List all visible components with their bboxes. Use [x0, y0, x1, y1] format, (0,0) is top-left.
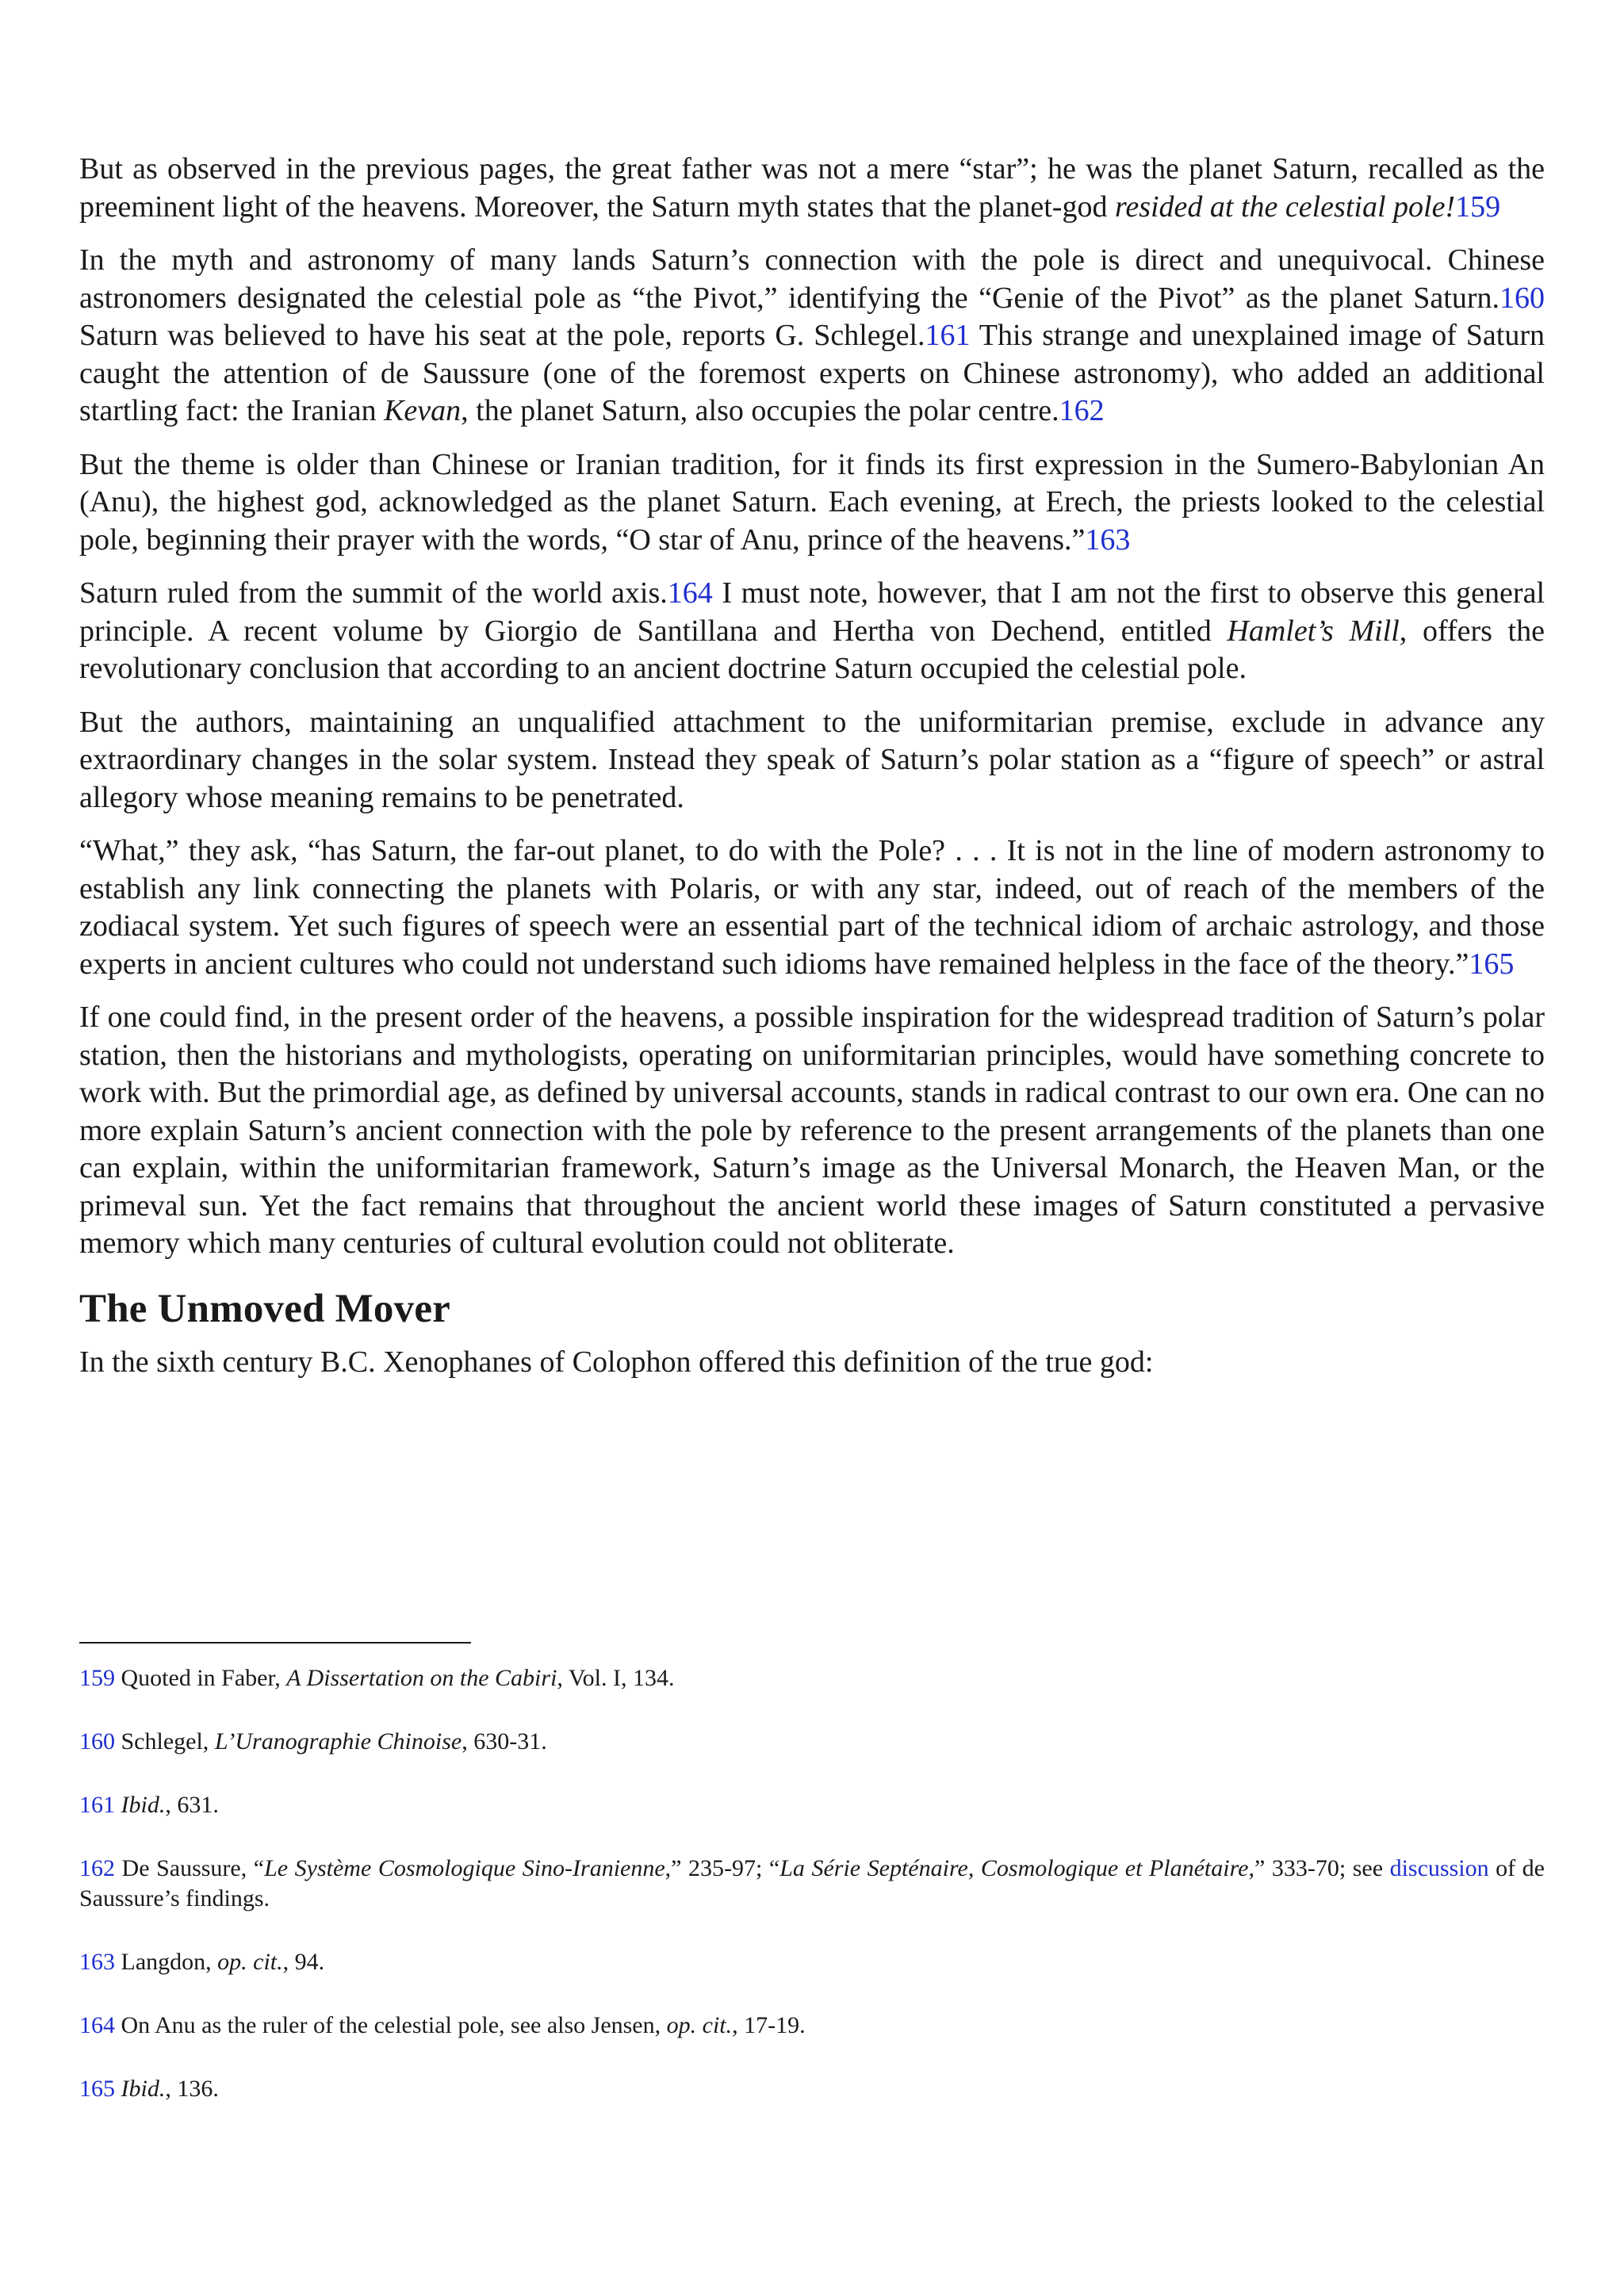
footnote-ref-link[interactable]: 160: [79, 1728, 115, 1755]
footnotes: [79, 1663, 1545, 2137]
text-run: On Anu as the ruler of the celestial pole, see also Jensen,: [115, 2012, 667, 2038]
paragraph: [79, 704, 1545, 817]
italic-text: Ibid.: [121, 1792, 166, 1818]
text-run: In the myth and astronomy of many lands Saturn’s connection with the pole is direct and unequivocal. Chinese astronomers designated the celestial pole as “the Pivot,” identifying the “Genie of the Pivot” as the planet Saturn.: [79, 243, 1545, 315]
footnote-ref-link[interactable]: 162: [79, 1855, 115, 1881]
main-text: [79, 151, 1545, 1263]
text-run: In the sixth century B.C. Xenophanes of Colophon offered this definition of the true god:: [79, 1345, 1154, 1379]
footnote: [79, 1727, 1545, 1757]
footnote-ref-link[interactable]: 159: [1455, 189, 1501, 224]
footnote-ref-link[interactable]: 163: [79, 1949, 115, 1975]
text-run: , Vol. I, 134.: [557, 1665, 675, 1691]
footnote-ref-link[interactable]: 165: [79, 2076, 115, 2102]
paragraph: [79, 832, 1545, 983]
text-run: But the authors, maintaining an unqualified attachment to the uniformitarian premise, exclude in advance any extraordinary changes in the solar system. Instead they speak of Saturn’s polar station as a “figure of speech” or astral allegory whose meaning remains to be penetrated.: [79, 705, 1545, 814]
footnote-ref-link[interactable]: 165: [1469, 947, 1515, 981]
text-run: of de Saussure’s findings.: [79, 1855, 1545, 1911]
footnote-ref-link[interactable]: 160: [1500, 281, 1545, 315]
text-run: ,” 235-97; “: [665, 1855, 780, 1881]
text-run: ,” 333-70; see: [1248, 1855, 1390, 1881]
italic-text: resided at the celestial pole!: [1114, 189, 1456, 224]
text-run: I must note, however, that I am not the first to observe this general principle. A recent volume by Giorgio de Santillana and Hertha von Dechend, entitled: [79, 576, 1545, 648]
footnote-ref-link[interactable]: 159: [79, 1665, 115, 1691]
text-run: But the theme is older than Chinese or Iranian tradition, for it finds its first expression in the Sumero-Babylonian An (Anu), the highest god, acknowledged as the planet Saturn. Each evening, at Erech, the priests looked to the celestial pole, beginning their prayer with the words, “O star of Anu, prince of the heavens.”: [79, 447, 1545, 557]
paragraph: [79, 151, 1545, 226]
italic-text: Le Système Cosmologique Sino-Iranienne: [264, 1855, 665, 1881]
text-run: Langdon,: [115, 1949, 218, 1975]
italic-text: A Dissertation on the Cabiri: [286, 1665, 557, 1691]
italic-text: Kevan: [384, 394, 462, 427]
text-run: If one could find, in the present order of the heavens, a possible inspiration for the widespread tradition of Saturn’s polar station, then the historians and mythologists, operating on uniformitarian principles, would have something concrete to work with. But the primordial age, as defined by universal accounts, stands in radical contrast to our own era. One can no more explain Saturn’s ancient connection with the pole by reference to the present arrangements of the planets than one can explain, within the uniformitarian framework, Saturn’s image as the Universal Monarch, the Heaven Man, or the primeval sun. Yet the fact remains that throughout the ancient world these images of Saturn constituted a pervasive memory which many centuries of cultural evolution could not obliterate.: [79, 1001, 1545, 1260]
footnote-ref-link[interactable]: 162: [1059, 394, 1105, 427]
text-run: [115, 2076, 121, 2102]
text-run: Schlegel,: [115, 1728, 215, 1755]
italic-text: op. cit.: [217, 1949, 283, 1975]
text-run: Saturn ruled from the summit of the world axis.: [79, 576, 668, 610]
text-run: , 630-31.: [462, 1728, 547, 1755]
paragraph: [79, 446, 1545, 560]
footnote: [79, 2011, 1545, 2041]
text-run: But as observed in the previous pages, the great father was not a mere “star”; he was the planet Saturn, recalled as the preeminent light of the heavens. Moreover, the Saturn myth states that the planet-god: [79, 152, 1545, 224]
italic-text: L’Uranographie Chinoise: [214, 1728, 462, 1755]
text-run: De Saussure, “: [115, 1855, 265, 1881]
text-run: , 94.: [282, 1949, 325, 1975]
text-run: “What,” they ask, “has Saturn, the far-out planet, to do with the Pole? . . . It is not in the line of modern astronomy to establish any link connecting the planets with Polaris, or with any star, indeed, out of reach of the members of the zodiacal system. Yet such figures of speech were an essential part of the technical idiom of archaic astrology, and those experts in ancient cultures who could not understand such idioms have remained helpless in the face of the theory.”: [79, 834, 1545, 981]
footnote: [79, 1663, 1545, 1693]
italic-text: La Série Septénaire, Cosmologique et Planétaire: [779, 1855, 1249, 1881]
discussion-link[interactable]: discussion: [1389, 1855, 1489, 1881]
footnote-ref-link[interactable]: 163: [1085, 522, 1131, 557]
text-run: [115, 1792, 121, 1818]
text-run: Quoted in Faber,: [115, 1665, 287, 1691]
section-text: [79, 1344, 1545, 1382]
italic-text: op. cit.: [666, 2012, 733, 2038]
text-run: Saturn was believed to have his seat at the pole, reports G. Schlegel.: [79, 319, 925, 352]
text-run: , 631.: [165, 1792, 219, 1818]
text-run: , 17-19.: [732, 2012, 806, 2038]
footnote-ref-link[interactable]: 161: [79, 1792, 115, 1818]
text-run: , 136.: [165, 2076, 219, 2102]
text-run: This strange and unexplained image of Saturn caught the attention of de Saussure (one of the foremost experts on Chinese astronomy), who added an additional startling fact: the Iranian: [79, 319, 1545, 427]
paragraph: [79, 242, 1545, 430]
section-heading: The Unmoved Mover: [79, 1286, 451, 1331]
italic-text: Ibid.: [121, 2076, 166, 2102]
footnote-ref-link[interactable]: 164: [79, 2012, 115, 2038]
document-body: [79, 151, 1545, 1397]
footnote-separator: [79, 1642, 471, 1644]
footnote: [79, 1790, 1545, 1820]
footnote: [79, 2074, 1545, 2104]
footnote: [79, 1947, 1545, 1977]
paragraph: [79, 999, 1545, 1263]
text-run: , the planet Saturn, also occupies the polar centre.: [461, 394, 1059, 427]
italic-text: Hamlet’s Mill: [1227, 614, 1400, 648]
footnote: [79, 1854, 1545, 1914]
text-run: , offers the revolutionary conclusion that according to an ancient doctrine Saturn occupied the celestial pole.: [79, 614, 1545, 685]
footnote-ref-link[interactable]: 161: [925, 319, 971, 352]
paragraph: [79, 575, 1545, 688]
paragraph: [79, 1344, 1545, 1382]
footnote-ref-link[interactable]: 164: [667, 576, 713, 610]
